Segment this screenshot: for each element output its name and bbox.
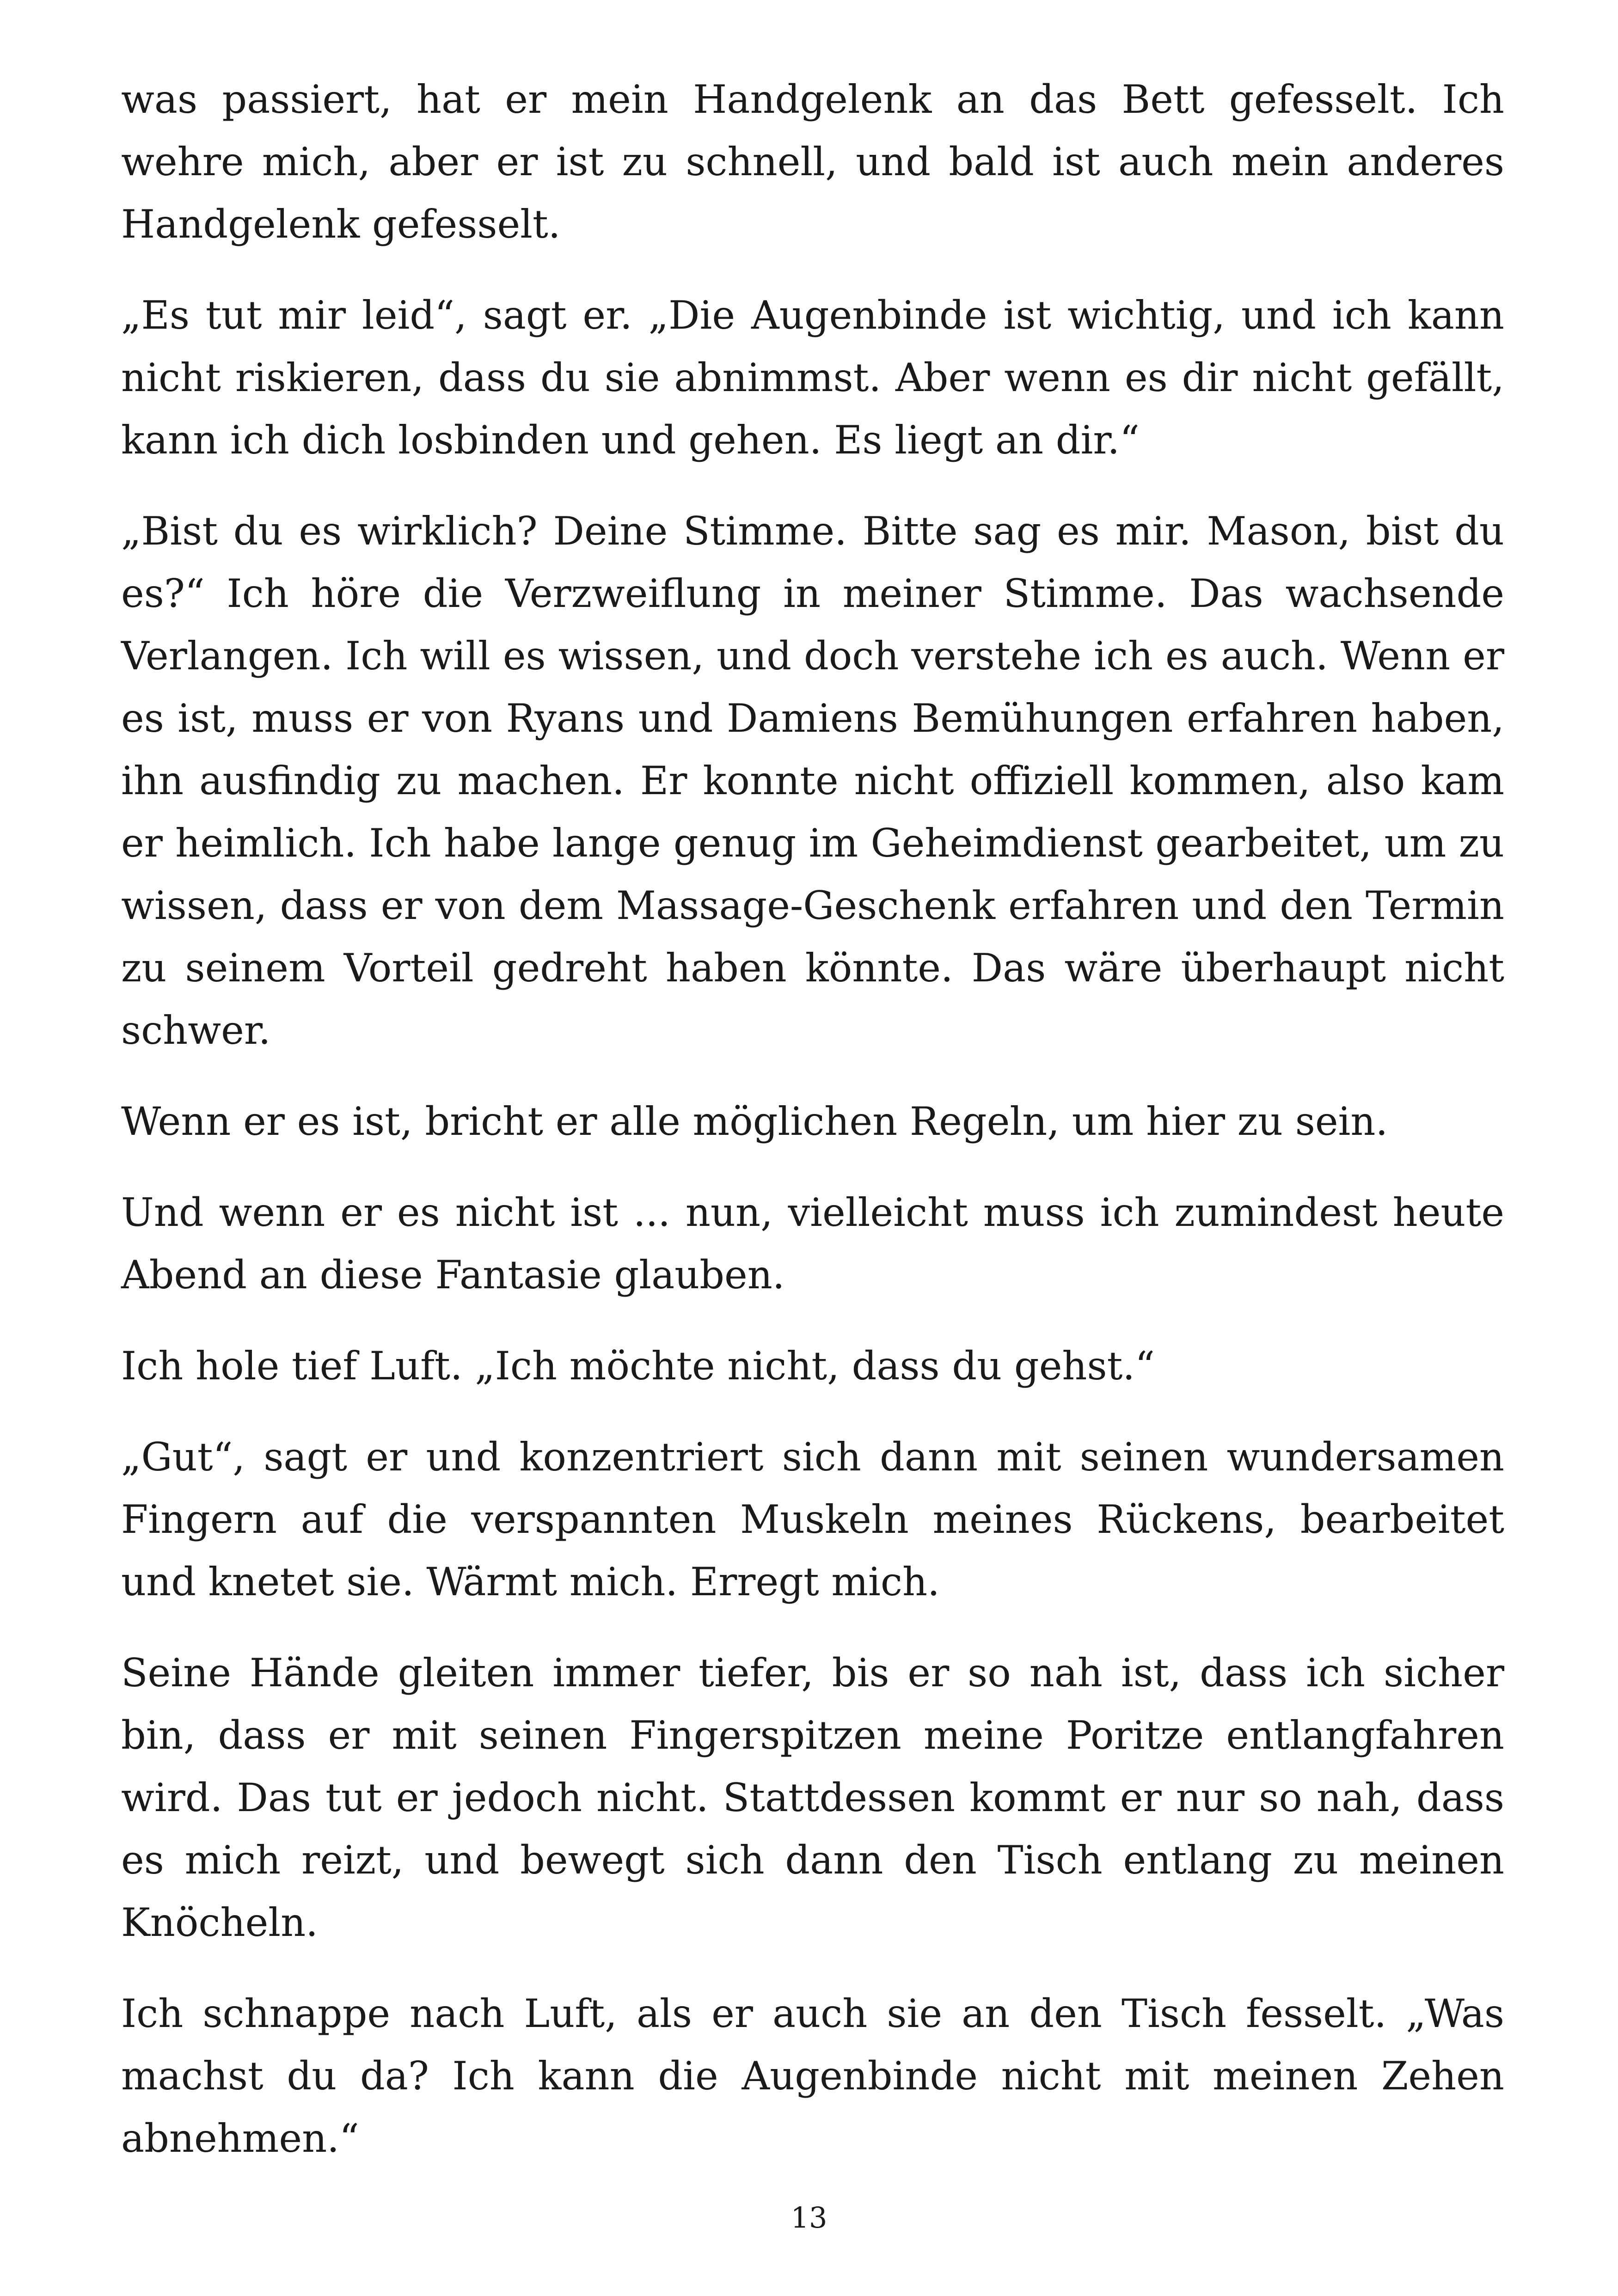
paragraph: „Es tut mir leid“, sagt er. „Die Augenbinde ist wichtig, und ich kann nicht riskieren, dass du sie abnimmst. Aber wenn es dir nicht gefällt, kann ich dich losbinden und gehen. Es liegt an dir.“ — [121, 293, 1504, 463]
paragraph: Wenn er es ist, bricht er alle möglichen Regeln, um hier zu sein. — [121, 1099, 1388, 1144]
paragraph: Ich schnappe nach Luft, als er auch sie an den Tisch fesselt. „Was machst du da? Ich kann die Augenbinde nicht mit meinen Zehen abnehmen.“ — [121, 1991, 1504, 2161]
body-text — [121, 68, 1504, 2198]
paragraph: Ich hole tief Luft. „Ich möchte nicht, dass du gehst.“ — [121, 1343, 1155, 1389]
paragraph: „Bist du es wirklich? Deine Stimme. Bitte sag es mir. Mason, bist du es?“ Ich höre die Verzweiflung in meiner Stimme. Das wachsende Verlangen. Ich will es wissen, und doch verstehe ich es auch. Wenn er es ist, muss er von Ryans und Damiens Bemühungen erfahren haben, ihn ausfindig zu machen. Er konnte nicht offiziell kommen, also kam er heimlich. Ich habe lange genug im Geheimdienst gearbeitet, um zu wissen, dass er von dem Massage-Geschenk erfahren und den Termin zu seinem Vorteil gedreht haben könnte. Das wäre überhaupt nicht schwer. — [121, 508, 1504, 1053]
paragraph: was passiert, hat er mein Handgelenk an das Bett gefesselt. Ich wehre mich, aber er ist zu schnell, und bald ist auch mein anderes Handgelenk gefesselt. — [121, 77, 1504, 247]
page-number: 13 — [791, 2201, 827, 2235]
paragraph: Seine Hände gleiten immer tiefer, bis er so nah ist, dass ich sicher bin, dass er mit seinen Fingerspitzen meine Poritze entlangfahren wird. Das tut er jedoch nicht. Stattdessen kommt er nur so nah, dass es mich reizt, und bewegt sich dann den Tisch entlang zu meinen Knöcheln. — [121, 1650, 1504, 1945]
paragraph: Und wenn er es nicht ist ... nun, vielleicht muss ich zumindest heute Abend an diese Fantasie glauben. — [121, 1190, 1504, 1298]
paragraph: „Gut“, sagt er und konzentriert sich dann mit seinen wundersamen Fingern auf die verspannten Muskeln meines Rückens, bearbeitet und knetet sie. Wärmt mich. Erregt mich. — [121, 1434, 1504, 1604]
